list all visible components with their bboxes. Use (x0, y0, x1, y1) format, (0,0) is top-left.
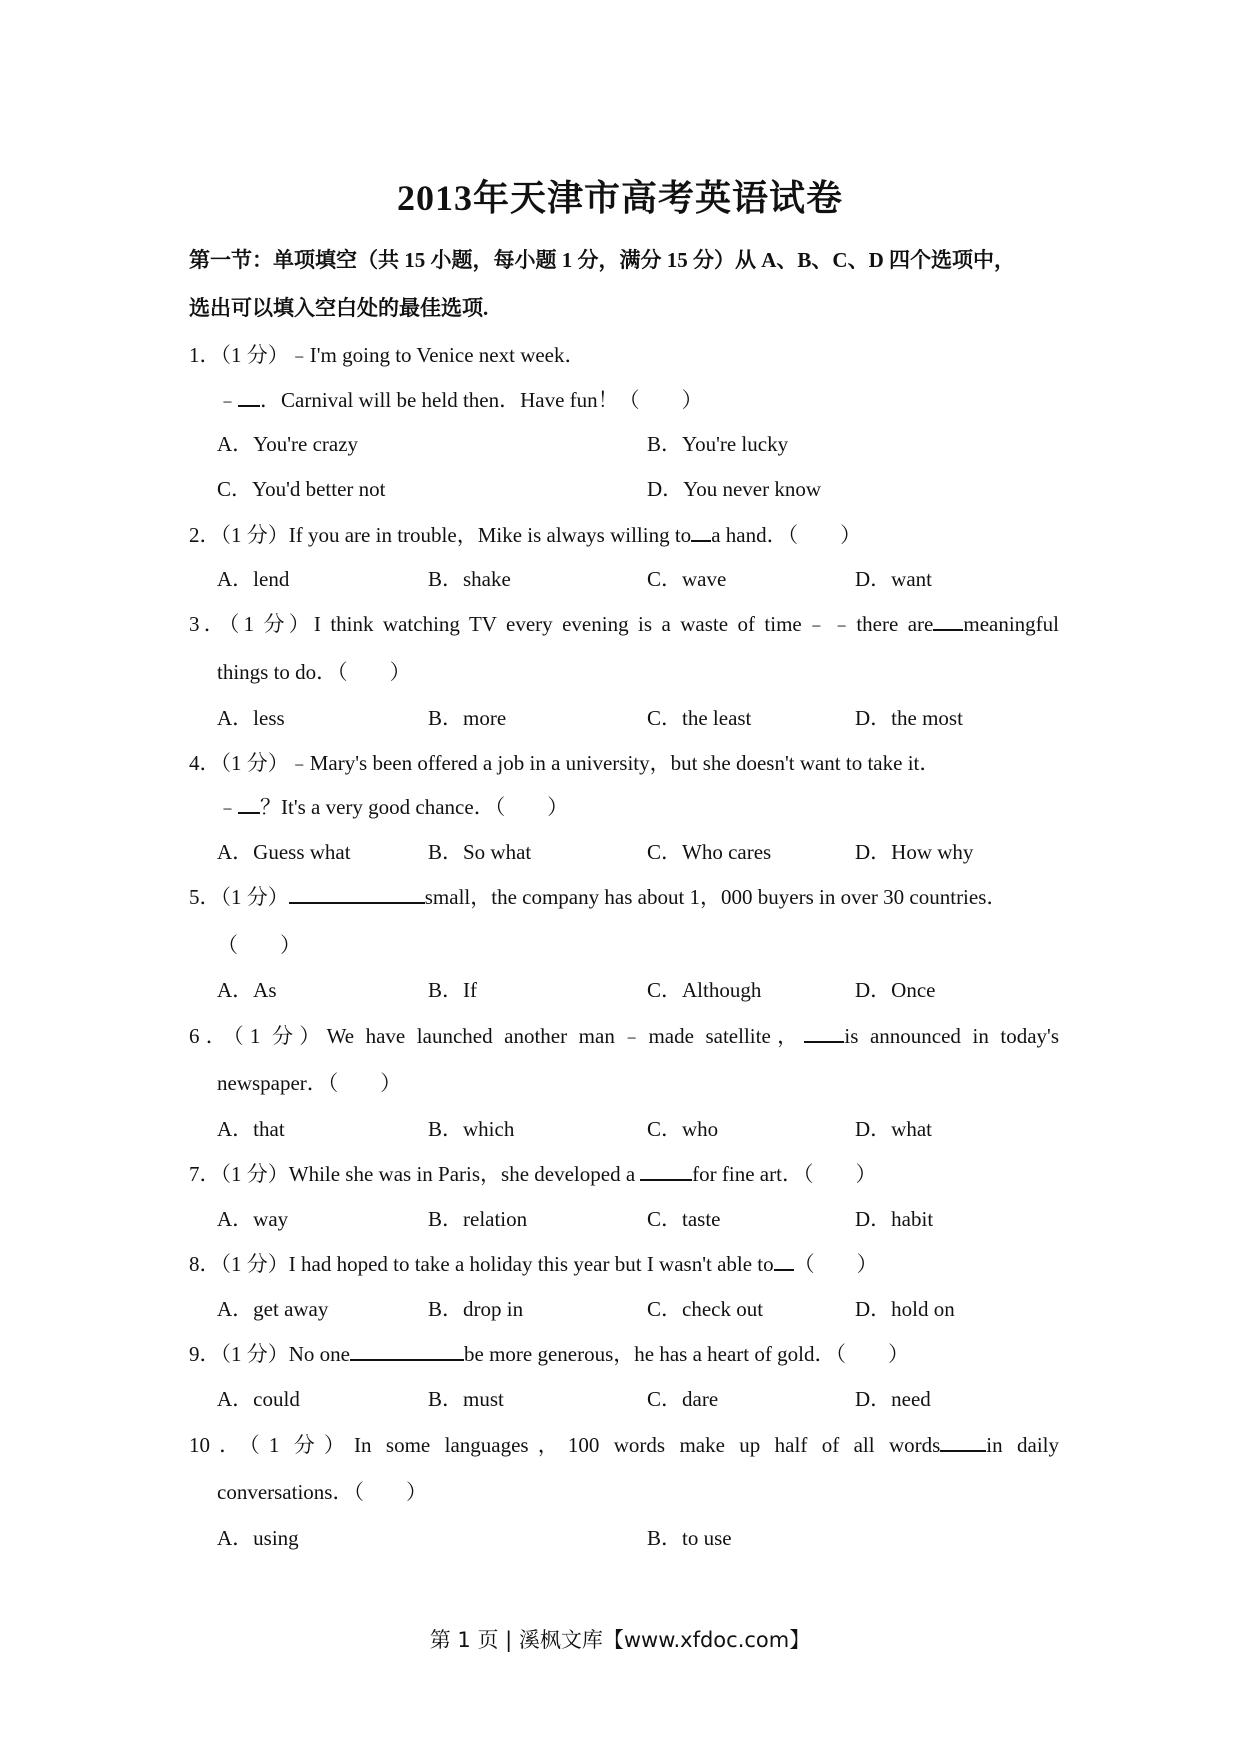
question-3 (189, 609, 1059, 639)
question-6 (189, 1021, 1059, 1051)
option-d[interactable]: D．You never know (647, 477, 822, 501)
option-c[interactable]: C．wave (647, 567, 727, 591)
option-a[interactable]: A．As (217, 978, 277, 1002)
question-3-line2: things to do．（ ） (217, 660, 411, 684)
page-footer: 第 1 页 | 溪枫文库【www.xfdoc.com】 (429, 1628, 811, 1652)
page-title: 2013年天津市高考英语试卷 (396, 178, 843, 218)
option-a[interactable]: A．using (217, 1526, 299, 1550)
answer-blank (933, 609, 963, 631)
question-8 (189, 1249, 1059, 1279)
section-instruction-line2: 选出可以填入空白处的最佳选项. (189, 296, 489, 320)
question-2-options (217, 564, 1077, 594)
question-4: 4．（1 分）﹣Mary's been offered a job in a university，but she doesn't want to take it． (189, 751, 941, 775)
question-4-options (217, 837, 1077, 867)
question-10 (189, 1430, 1059, 1460)
question-7-options (217, 1204, 1077, 1234)
answer-blank (774, 1249, 794, 1271)
option-d[interactable]: D．habit (855, 1207, 934, 1231)
option-b[interactable]: B．relation (428, 1207, 528, 1231)
option-b[interactable]: B．drop in (428, 1297, 524, 1321)
section-instruction (189, 236, 1059, 332)
question-9-text-a: 9．（1 分）No one (189, 1342, 350, 1366)
option-c[interactable]: C．the least (647, 706, 752, 730)
question-3-text-a: 3．（1 分）I think watching TV every evening is a waste of time﹣﹣there are (189, 612, 934, 636)
answer-blank (350, 1339, 464, 1361)
question-4-text: ？It's a very good chance．（ ） (260, 795, 569, 819)
question-4-line2 (217, 792, 1057, 822)
answer-blank (238, 792, 260, 814)
question-5-text-b: small，the company has about 1，000 buyers in over 30 countries． (424, 885, 1008, 909)
option-b[interactable]: B．You're lucky (647, 432, 789, 456)
question-3-text-b: meaningful (963, 612, 1059, 636)
option-c[interactable]: C．You'd better not (217, 477, 386, 501)
question-5-line2: （ ） (217, 933, 301, 957)
question-7-text-b: for fine art．（ ） (692, 1162, 877, 1186)
answer-blank (238, 385, 260, 407)
question-5 (189, 882, 1059, 912)
option-d[interactable]: D．hold on (855, 1297, 955, 1321)
question-6-text-b: is announced in today's (844, 1024, 1059, 1048)
option-b[interactable]: B．must (428, 1387, 504, 1411)
option-c[interactable]: C．Who cares (647, 840, 772, 864)
answer-blank (940, 1430, 986, 1452)
question-10-text-a: 10．（1 分）In some languages，100 words make up half of all words (189, 1433, 941, 1457)
option-d[interactable]: D．Once (855, 978, 936, 1002)
question-2 (189, 520, 1059, 550)
option-d[interactable]: D．what (855, 1117, 932, 1141)
question-9-options (217, 1384, 1077, 1414)
question-5-text-a: 5．（1 分） (189, 885, 289, 909)
section-instruction-line1: 第一节：单项填空（共 15 小题，每小题 1 分，满分 15 分）从 A、B、C、D 四个选项中， (189, 248, 1016, 272)
question-4-dash: ﹣ (217, 795, 238, 819)
question-6-line2: newspaper．（ ） (217, 1071, 402, 1095)
question-1: 1．（1 分）﹣I'm going to Venice next week． (189, 343, 586, 367)
option-a[interactable]: A．less (217, 706, 285, 730)
option-a[interactable]: A．could (217, 1387, 300, 1411)
question-1-text: ．Carnival will be held then．Have fun！（ ） (260, 388, 703, 412)
option-b[interactable]: B．to use (647, 1526, 732, 1550)
question-7-text-a: 7．（1 分）While she was in Paris，she developed a (189, 1162, 636, 1186)
question-2-text-b: a hand．（ ） (711, 523, 862, 547)
option-c[interactable]: C．dare (647, 1387, 719, 1411)
option-a[interactable]: A．Guess what (217, 840, 351, 864)
question-8-options (217, 1294, 1077, 1324)
option-b[interactable]: B．more (428, 706, 507, 730)
question-7 (189, 1159, 1059, 1189)
question-6-options (217, 1114, 1077, 1144)
option-c[interactable]: C．Although (647, 978, 762, 1002)
question-1-line2 (217, 385, 1057, 415)
option-d[interactable]: D．need (855, 1387, 931, 1411)
answer-blank (804, 1021, 844, 1043)
option-a[interactable]: A．You're crazy (217, 432, 359, 456)
question-2-text-a: 2．（1 分）If you are in trouble，Mike is always willing to (189, 523, 692, 547)
option-b[interactable]: B．So what (428, 840, 532, 864)
option-b[interactable]: B．which (428, 1117, 515, 1141)
question-8-text-b: （ ） (793, 1252, 878, 1276)
question-5-options (217, 975, 1077, 1005)
question-3-options (217, 703, 1077, 733)
option-d[interactable]: D．How why (855, 840, 974, 864)
option-d[interactable]: D．want (855, 567, 932, 591)
answer-blank (289, 882, 425, 904)
question-8-text-a: 8．（1 分）I had hoped to take a holiday this year but I wasn't able to (189, 1252, 774, 1276)
option-a[interactable]: A．way (217, 1207, 289, 1231)
question-1-options-row1 (217, 429, 1077, 459)
question-9 (189, 1339, 1059, 1369)
question-10-line2: conversations．（ ） (217, 1480, 427, 1504)
option-b[interactable]: B．shake (428, 567, 511, 591)
option-a[interactable]: A．get away (217, 1297, 329, 1321)
question-10-text-b: in daily (986, 1433, 1060, 1457)
option-c[interactable]: C．check out (647, 1297, 764, 1321)
question-1-dash: ﹣ (217, 388, 238, 412)
answer-blank (640, 1159, 692, 1181)
option-c[interactable]: C．who (647, 1117, 719, 1141)
option-b[interactable]: B．If (428, 978, 477, 1002)
question-1-options-row2 (217, 474, 1077, 504)
option-a[interactable]: A．that (217, 1117, 285, 1141)
option-c[interactable]: C．taste (647, 1207, 721, 1231)
option-a[interactable]: A．lend (217, 567, 290, 591)
question-9-text-b: be more generous，he has a heart of gold．（ ） (464, 1342, 909, 1366)
question-6-text-a: 6．（1 分）We have launched another man﹣made satellite， (189, 1024, 805, 1048)
option-d[interactable]: D．the most (855, 706, 963, 730)
answer-blank (691, 520, 711, 542)
question-10-options (217, 1523, 1077, 1553)
